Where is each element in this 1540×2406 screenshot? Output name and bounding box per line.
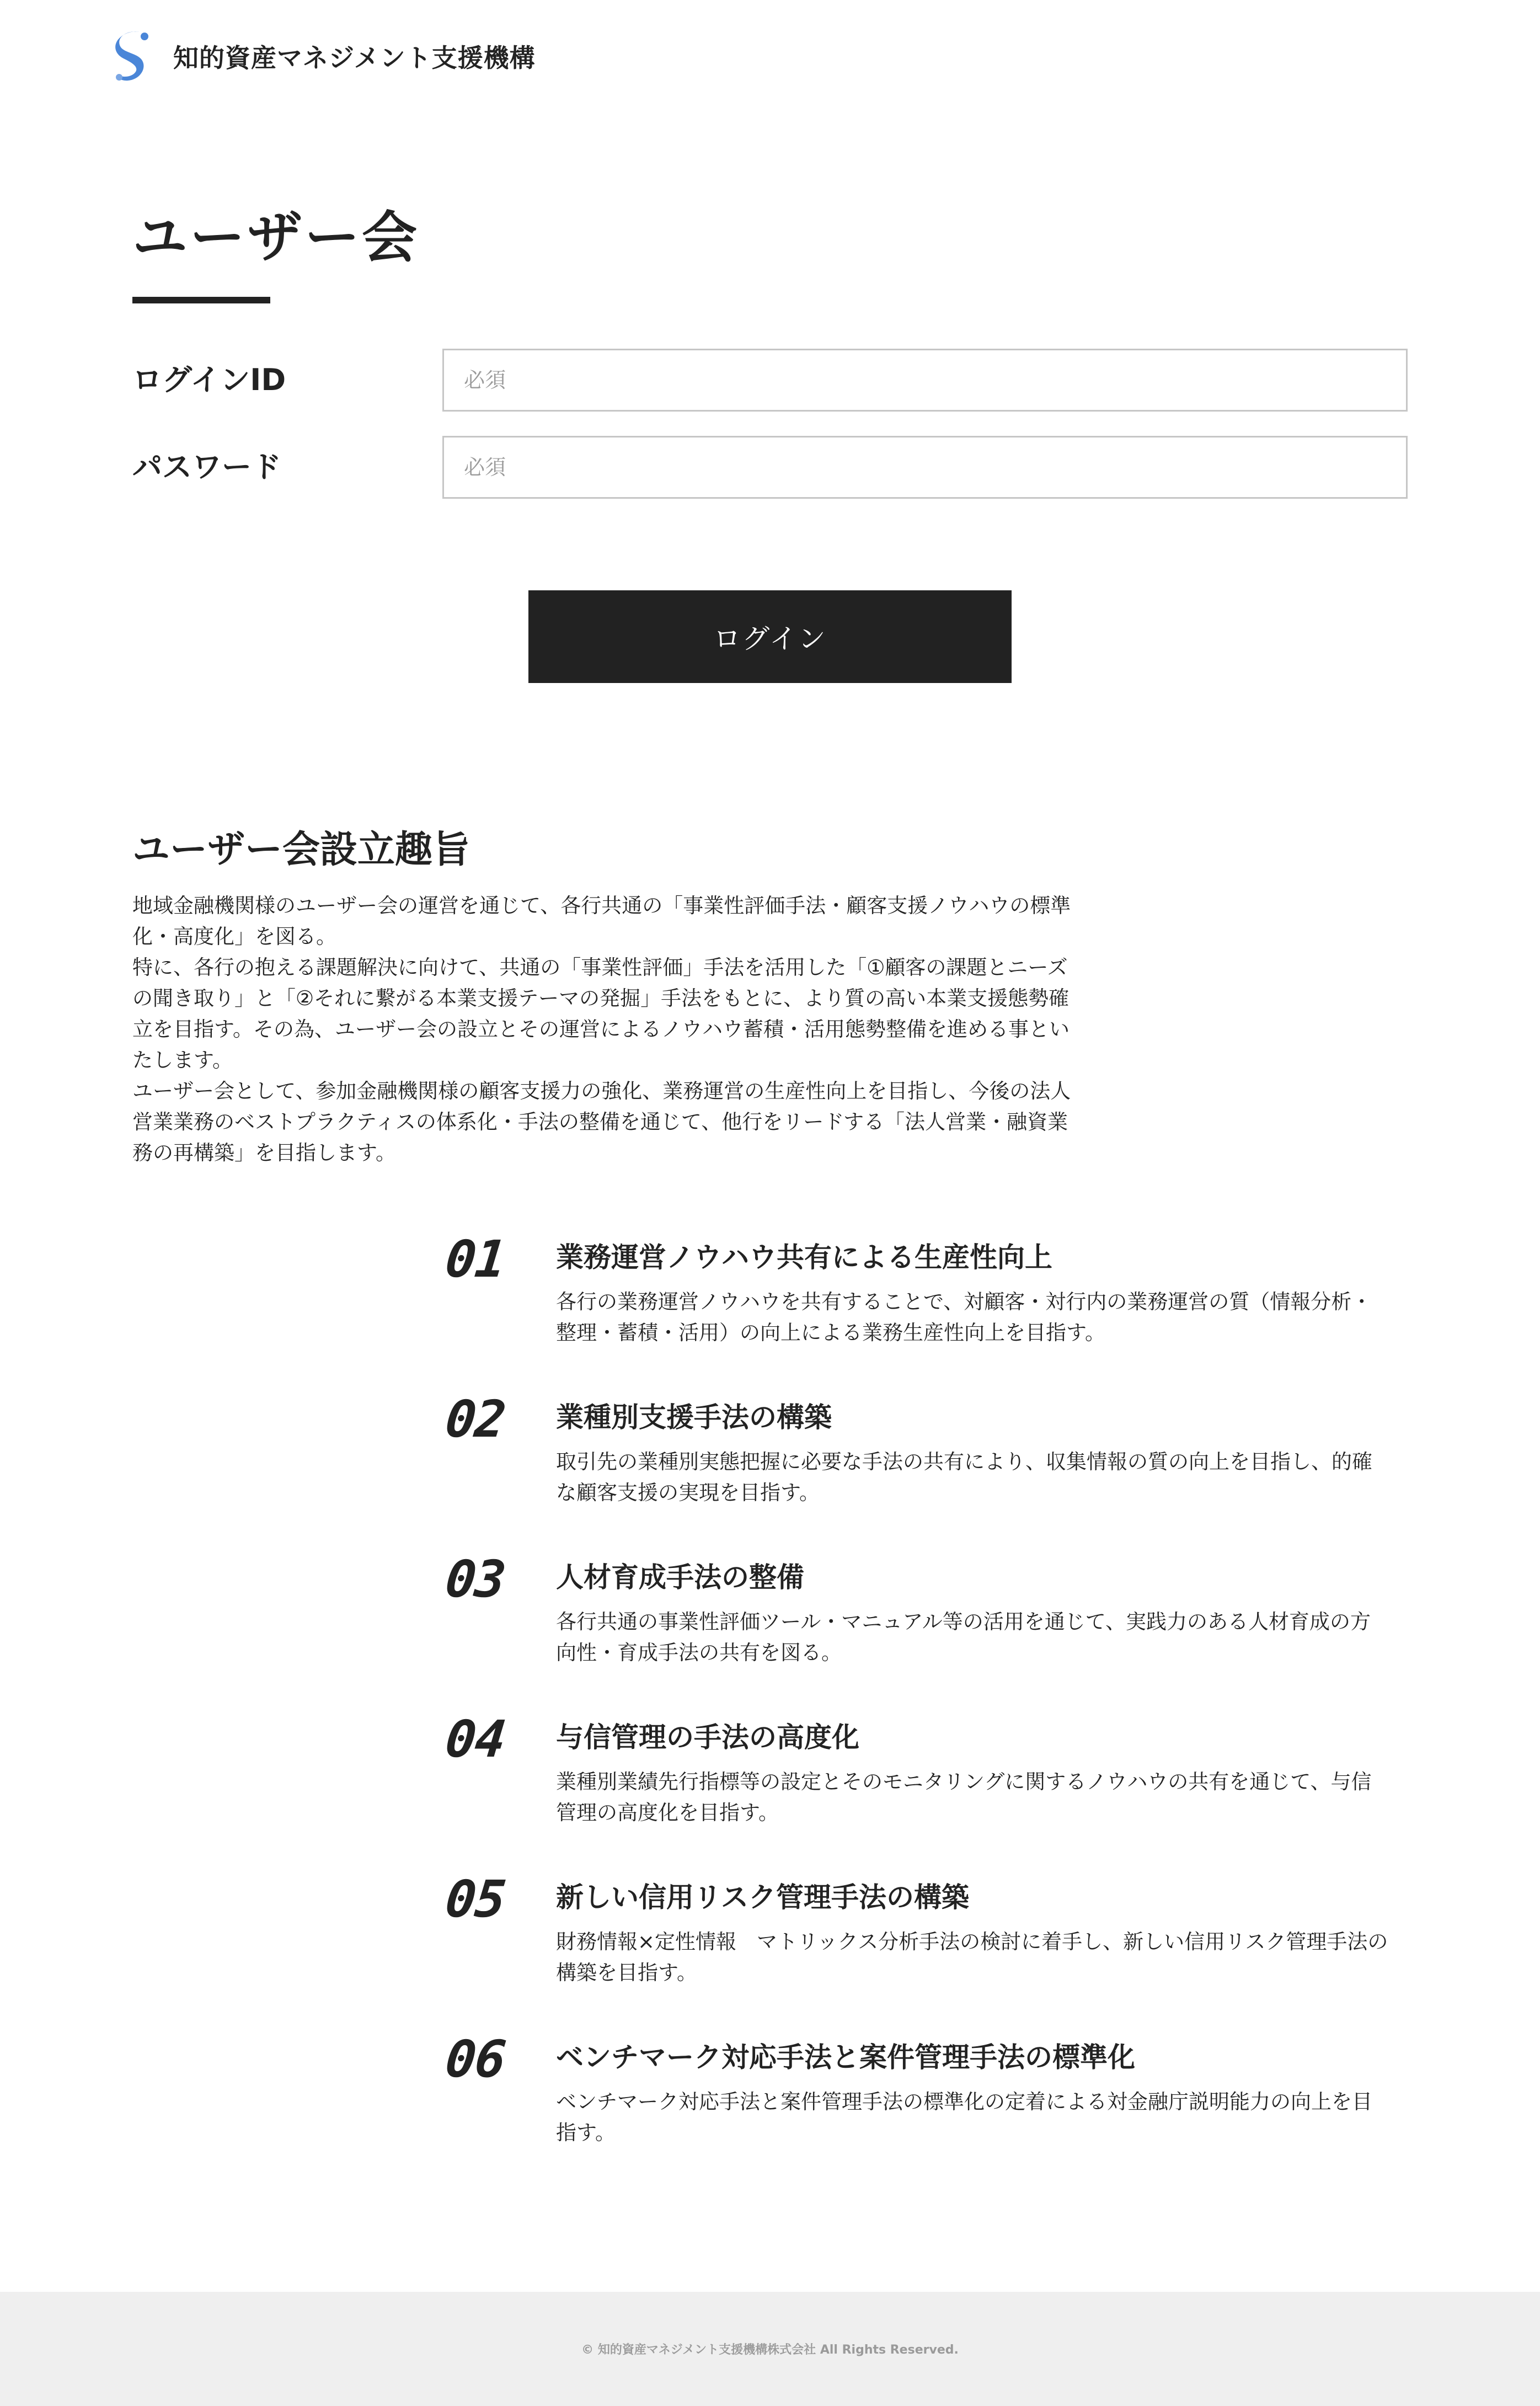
goal-title: 与信管理の手法の高度化 — [556, 1721, 859, 1753]
goal-number: 04 — [442, 1710, 508, 1769]
goal-title: ベンチマーク対応手法と案件管理手法の標準化 — [556, 2041, 1135, 2073]
login-id-input[interactable] — [442, 349, 1408, 412]
goal-number: 01 — [442, 1230, 508, 1289]
goal-description: 取引先の業種別実態把握に必要な手法の共有により、収集情報の質の向上を目指し、的確な顧客支援の実現を目指す。 — [556, 1450, 1372, 1505]
goal-number: 06 — [442, 2030, 508, 2089]
site-logo-text[interactable]: 知的資産マネジメント支援機構 — [173, 43, 536, 73]
goal-title: 業種別支援手法の構築 — [556, 1401, 832, 1433]
password-label: パスワード — [132, 450, 281, 484]
goal-number: 03 — [442, 1550, 508, 1609]
purpose-body — [132, 890, 1087, 1169]
goal-title: 新しい信用リスク管理手法の構築 — [556, 1881, 969, 1913]
password-input[interactable] — [442, 436, 1408, 499]
goal-title: 人材育成手法の整備 — [556, 1561, 804, 1593]
goal-description: ベンチマーク対応手法と案件管理手法の標準化の定着による対金融庁説明能力の向上を目指す。 — [556, 2090, 1372, 2144]
goal-description: 各行共通の事業性評価ツール・マニュアル等の活用を通じて、実践力のある人材育成の方向性・育成手法の共有を図る。 — [556, 1610, 1371, 1665]
goal-description: 財務情報×定性情報 マトリックス分析手法の検討に着手し、新しい信用リスク管理手法の構築を目指す。 — [556, 1930, 1388, 1984]
purpose-title: ユーザー会設立趣旨 — [132, 828, 470, 872]
login-button[interactable]: ログイン — [528, 590, 1012, 683]
copyright-text: © 知的資産マネジメント支援機構株式会社 All Rights Reserved. — [581, 2343, 959, 2357]
site-header — [110, 29, 536, 84]
goal-description: 各行の業務運営ノウハウを共有することで、対顧客・対行内の業務運営の質（情報分析・整理・蓄積・活用）の向上による業務生産性向上を目指す。 — [556, 1290, 1372, 1345]
purpose-paragraph: 地域金融機関様のユーザー会の運営を通じて、各行共通の「事業性評価手法・顧客支援ノウハウの標準化・高度化」を図る。 — [132, 894, 1071, 948]
goal-description: 業種別業績先行指標等の設定とそのモニタリングに関するノウハウの共有を通じて、与信管理の高度化を目指す。 — [556, 1770, 1372, 1824]
goal-number: 05 — [442, 1870, 508, 1929]
purpose-paragraph: 特に、各行の抱える課題解決に向けて、共通の「事業性評価」手法を活用した「①顧客の課題とニーズの聞き取り」と「②それに繋がる本業支援テーマの発掘」手法をもとに、より質の高い本業支援態勢確立を目指す。その為、ユーザー会の設立とその運営によるノウハウ蓄積・活用態勢整備を進める事といたします。 — [132, 956, 1070, 1072]
purpose-paragraph: ユーザー会として、参加金融機関様の顧客支援力の強化、業務運営の生産性向上を目指し、今後の法人営業業務のベストプラクティスの体系化・手法の整備を通じて、他行をリードする「法人営業・融資業務の再構築」を目指します。 — [132, 1079, 1071, 1165]
s-shaped-logo-icon[interactable] — [110, 29, 153, 84]
goal-title: 業務運営ノウハウ共有による生産性向上 — [556, 1241, 1052, 1273]
page-title: ユーザー会 — [132, 205, 419, 270]
login-id-row — [132, 349, 1408, 412]
site-footer — [0, 2292, 1540, 2406]
password-row — [132, 436, 1408, 499]
login-id-label: ログインID — [132, 362, 286, 397]
title-underline — [132, 297, 270, 303]
goal-number: 02 — [442, 1390, 508, 1449]
